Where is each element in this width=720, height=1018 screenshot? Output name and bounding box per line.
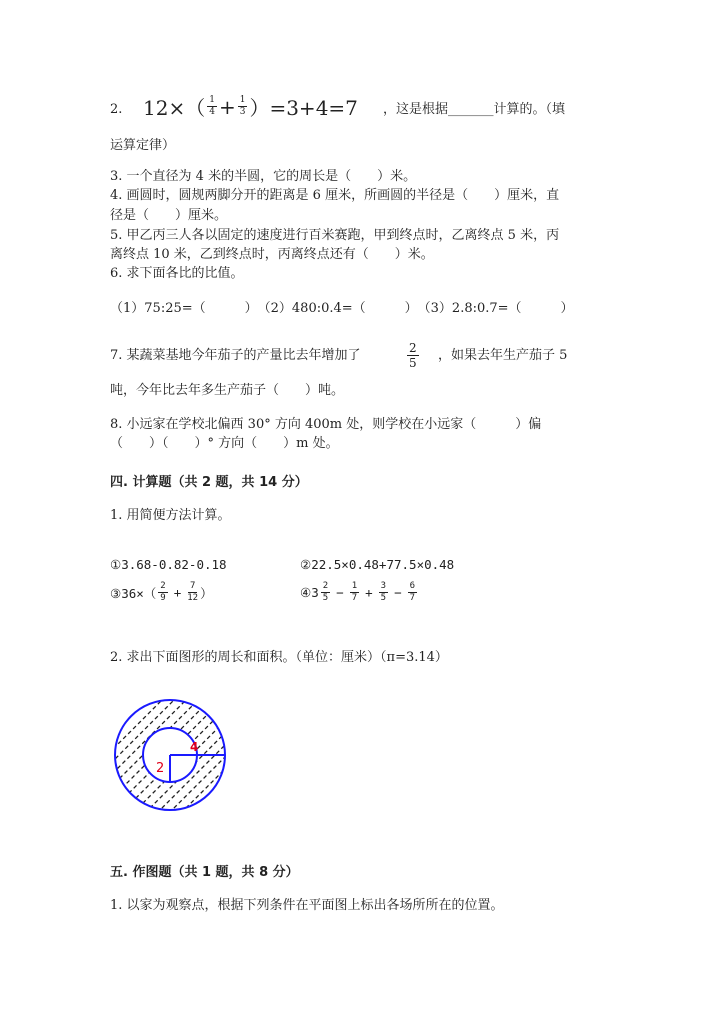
q7-fraction: $\frac{2}{5}$ <box>409 341 417 370</box>
section5-title: 五. 作图题（共 1 题，共 8 分） <box>110 865 299 880</box>
section4-title: 四. 计算题（共 2 题，共 14 分） <box>110 475 308 490</box>
q2-expr-b: ）=3+4=7 <box>249 96 358 120</box>
q8-line2: （ ）（ ）° 方向（ ）m 处。 <box>110 436 339 451</box>
q2-fraction-2: $\frac{1}{3}$ <box>239 95 246 117</box>
q2-expr-a: 12×（ <box>143 96 206 120</box>
q6: 6. 求下面各比的比值。 <box>110 266 244 281</box>
section5-q1: 1. 以家为观察点，根据下列条件在平面图上标出各场所所在的位置。 <box>110 898 504 913</box>
label-inner-radius: 2 <box>156 761 165 776</box>
q2-number: 2. <box>110 102 123 117</box>
q2-line2: 运算定律） <box>110 138 176 153</box>
q7-line1-b: ，如果去年生产茄子 5 <box>438 348 568 363</box>
q7-line1-a: 7. 某蔬菜基地今年茄子的产量比去年增加了 <box>110 348 361 363</box>
label-outer-radius: 4 <box>190 740 199 754</box>
q8-line1: 8. 小远家在学校北偏西 30° 方向 400m 处，则学校在小远家（ ）偏 <box>110 417 542 432</box>
q5-line2: 离终点 10 米，乙到终点时，丙离终点还有（ ）米。 <box>110 247 434 262</box>
q6-items: （1）75:25=（ ） （2）480:0.4=（ ） （3）2.8:0.7=（ ） <box>110 301 574 316</box>
section4-q1: 1. 用简便方法计算。 <box>110 508 231 523</box>
q4-line1: 4. 画圆时，圆规两脚分开的距离是 6 厘米，所画圆的半径是（ ）厘米，直 <box>110 188 560 203</box>
calc-2: ②22.5×0.48+77.5×0.48 <box>300 557 455 572</box>
q7-line2: 吨，今年比去年多生产茄子（ ）吨。 <box>110 383 345 398</box>
calc-4: ④3 $\frac{2}{5}$ − $\frac{1}{7}$ + $\frac{3}{5}$ − $\frac{6}{7}$ <box>300 581 416 603</box>
section4-q2: 2. 求出下面图形的周长和面积。（单位：厘米）（π=3.14） <box>110 650 448 665</box>
q2-fraction-1: $\frac{1}{4}$ <box>209 95 215 117</box>
q2-plus: + <box>218 94 236 119</box>
q4-line2: 径是（ ）厘米。 <box>110 208 228 223</box>
q3: 3. 一个直径为 4 米的半圆，它的周长是（ ）米。 <box>110 169 417 184</box>
q5-line1: 5. 甲乙丙三人各以固定的速度进行百米赛跑，甲到终点时，乙离终点 5 米，丙 <box>110 228 560 243</box>
annulus-figure <box>108 698 232 812</box>
q2-tail: ，这是根据_______计算的。（填 <box>383 102 566 117</box>
calc-1: ①3.68-0.82-0.18 <box>110 557 227 572</box>
q2-expression <box>143 92 358 121</box>
calc-3: ③36×（ $\frac{2}{9}$ + $\frac{7}{12}$ ） <box>110 581 213 603</box>
